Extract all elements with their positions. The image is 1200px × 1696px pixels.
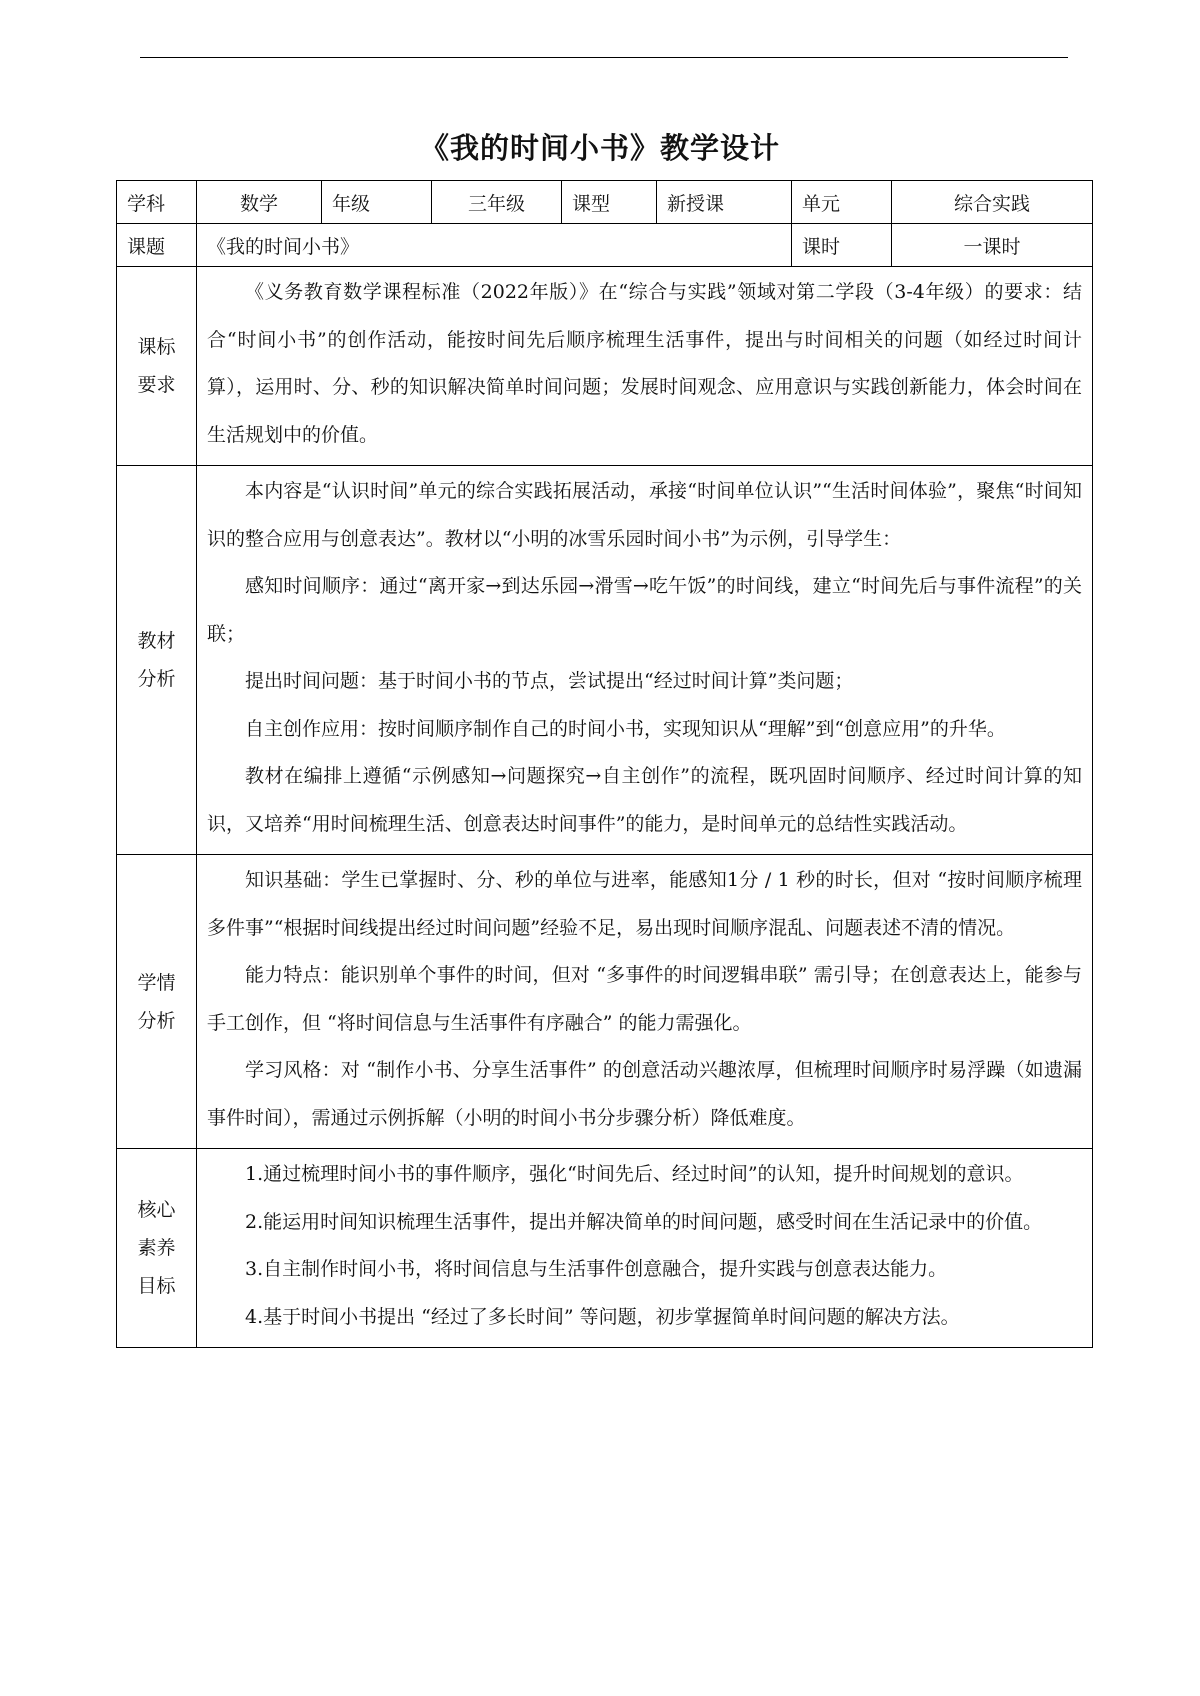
section-paragraph: 学习风格：对 “制作小书、分享生活事件” 的创意活动兴趣浓厚，但梳理时间顺序时易浮躁（如遗漏事件时间），需通过示例拆解（小明的时间小书分步骤分析）降低难度。 (207, 1059, 1082, 1129)
section-row-textbook (117, 466, 1093, 855)
section-paragraph: 《义务教育数学课程标准（2022年版）》在“综合与实践”领域对第二学段（3-4年级）的要求：结合“时间小书”的创作活动，能按时间先后顺序梳理生活事件，提出与时间相关的问题（如经过时间计算），运用时、分、秒的知识解决简单时间问题；发展时间观念、应用意识与实践创新能力，体会时间在生活规划中的价值。 (207, 281, 1082, 446)
lesson-plan-table (116, 180, 1093, 1348)
document-title: 《我的时间小书》教学设计 (419, 131, 780, 165)
section-paragraph: 知识基础：学生已掌握时、分、秒的单位与进率，能感知1分 / 1 秒的时长，但对 “按时间顺序梳理多件事”“根据时间线提出经过时间问题”经验不足，易出现时间顺序混乱、问题表述不清的情况。 (207, 869, 1082, 939)
subject-value: 数学 (197, 181, 322, 224)
section-row-standards (117, 267, 1093, 466)
section-paragraph: 感知时间顺序：通过“离开家→到达乐园→滑雪→吃午饭”的时间线，建立“时间先后与事件流程”的关联； (207, 575, 1082, 645)
type-value: 新授课 (657, 181, 792, 224)
section-label: 课标 要求 (117, 267, 197, 466)
grade-value: 三年级 (432, 181, 562, 224)
period-value: 一课时 (892, 224, 1093, 267)
section-content (197, 1149, 1093, 1348)
section-paragraph: 2.能运用时间知识梳理生活事件，提出并解决简单的时间问题，感受时间在生活记录中的价值。 (245, 1210, 1043, 1233)
header-rule (140, 57, 1068, 58)
period-label: 课时 (792, 224, 892, 267)
topic-label: 课题 (117, 224, 197, 267)
section-content (197, 466, 1093, 855)
section-label: 教材 分析 (117, 466, 197, 855)
section-paragraph: 教材在编排上遵循“示例感知→问题探究→自主创作”的流程，既巩固时间顺序、经过时间计算的知识，又培养“用时间梳理生活、创意表达时间事件”的能力，是时间单元的总结性实践活动。 (207, 765, 1082, 835)
info-row-2 (117, 224, 1093, 267)
grade-label: 年级 (322, 181, 432, 224)
section-paragraph: 提出时间问题：基于时间小书的节点，尝试提出“经过时间计算”类问题； (245, 670, 854, 692)
section-paragraph: 1.通过梳理时间小书的事件顺序，强化“时间先后、经过时间”的认知，提升时间规划的意识。 (245, 1163, 1024, 1185)
section-paragraph: 3.自主制作时间小书，将时间信息与生活事件创意融合，提升实践与创意表达能力。 (245, 1258, 948, 1280)
section-paragraph: 能力特点：能识别单个事件的时间，但对 “多事件的时间逻辑串联” 需引导；在创意表达上，能参与手工创作，但 “将时间信息与生活事件有序融合” 的能力需强化。 (207, 964, 1082, 1034)
section-row-goals (117, 1149, 1093, 1348)
section-label: 学情 分析 (117, 855, 197, 1149)
topic-value: 《我的时间小书》 (197, 224, 792, 267)
section-label: 核心 素养 目标 (117, 1149, 197, 1348)
unit-label: 单元 (792, 181, 892, 224)
section-paragraph: 本内容是“认识时间”单元的综合实践拓展活动，承接“时间单位认识”“生活时间体验”，聚焦“时间知识的整合应用与创意表达”。教材以“小明的冰雪乐园时间小书”为示例，引导学生： (207, 480, 1082, 550)
section-paragraph: 4.基于时间小书提出 “经过了多长时间” 等问题，初步掌握简单时间问题的解决方法。 (245, 1305, 960, 1328)
section-row-students (117, 855, 1093, 1149)
type-label: 课型 (562, 181, 657, 224)
unit-value: 综合实践 (892, 181, 1093, 224)
section-content (197, 267, 1093, 466)
info-row-1 (117, 181, 1093, 224)
subject-label: 学科 (117, 181, 197, 224)
section-paragraph: 自主创作应用：按时间顺序制作自己的时间小书，实现知识从“理解”到“创意应用”的升华。 (245, 717, 1006, 740)
section-content (197, 855, 1093, 1149)
